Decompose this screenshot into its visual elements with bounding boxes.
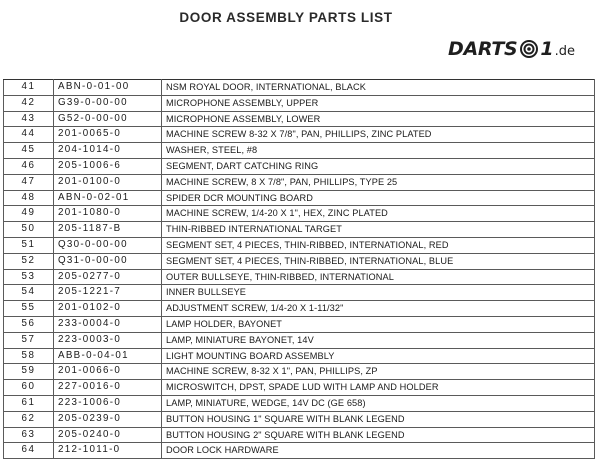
item-number-cell: 55 (4, 301, 54, 317)
part-number-cell: 205-0239-0 (54, 411, 162, 427)
part-number-cell: ABB-0-04-01 (54, 348, 162, 364)
table-row (4, 285, 595, 301)
parts-table-body (4, 80, 595, 459)
table-row (4, 95, 595, 111)
table-row (4, 158, 595, 174)
description-cell: SPIDER DCR MOUNTING BOARD (162, 190, 595, 206)
description-cell: MICROPHONE ASSEMBLY, LOWER (162, 111, 595, 127)
item-number-cell: 44 (4, 127, 54, 143)
table-row (4, 443, 595, 459)
part-number-cell: 205-1221-7 (54, 285, 162, 301)
description-cell: MACHINE SCREW, 8-32 X 1", PAN, PHILLIPS, ZP (162, 364, 595, 380)
table-row (4, 111, 595, 127)
part-number-cell: G52-0-00-00 (54, 111, 162, 127)
item-number-cell: 56 (4, 316, 54, 332)
part-number-cell: 201-0100-0 (54, 174, 162, 190)
table-row (4, 316, 595, 332)
parts-table (3, 79, 595, 459)
description-cell: MACHINE SCREW, 1/4-20 X 1", HEX, ZINC PLATED (162, 206, 595, 222)
part-number-cell: 223-0003-0 (54, 332, 162, 348)
item-number-cell: 52 (4, 253, 54, 269)
item-number-cell: 60 (4, 380, 54, 396)
part-number-cell: ABN-0-02-01 (54, 190, 162, 206)
part-number-cell: 205-1006-6 (54, 158, 162, 174)
description-cell: NSM ROYAL DOOR, INTERNATIONAL, BLACK (162, 80, 595, 96)
item-number-cell: 43 (4, 111, 54, 127)
item-number-cell: 54 (4, 285, 54, 301)
logo-word: DARTS (448, 38, 518, 60)
part-number-cell: 233-0004-0 (54, 316, 162, 332)
description-cell: LAMP HOLDER, BAYONET (162, 316, 595, 332)
logo-tld: .de (554, 43, 576, 59)
table-row (4, 206, 595, 222)
item-number-cell: 58 (4, 348, 54, 364)
item-number-cell: 64 (4, 443, 54, 459)
item-number-cell: 42 (4, 95, 54, 111)
description-cell: MICROPHONE ASSEMBLY, UPPER (162, 95, 595, 111)
part-number-cell: 205-0240-0 (54, 427, 162, 443)
description-cell: LAMP, MINIATURE BAYONET, 14V (162, 332, 595, 348)
table-row (4, 222, 595, 238)
table-row (4, 427, 595, 443)
table-row (4, 332, 595, 348)
page-title: DOOR ASSEMBLY PARTS LIST (179, 10, 393, 25)
dartboard-icon (519, 39, 539, 59)
item-number-cell: 45 (4, 143, 54, 159)
darts1-logo (448, 37, 575, 61)
description-cell: BUTTON HOUSING 1" SQUARE WITH BLANK LEGEND (162, 411, 595, 427)
table-row (4, 269, 595, 285)
item-number-cell: 50 (4, 222, 54, 238)
item-number-cell: 49 (4, 206, 54, 222)
item-number-cell: 46 (4, 158, 54, 174)
description-cell: OUTER BULLSEYE, THIN-RIBBED, INTERNATIONAL (162, 269, 595, 285)
description-cell: LIGHT MOUNTING BOARD ASSEMBLY (162, 348, 595, 364)
part-number-cell: 227-0016-0 (54, 380, 162, 396)
description-cell: THIN-RIBBED INTERNATIONAL TARGET (162, 222, 595, 238)
table-row (4, 411, 595, 427)
description-cell: SEGMENT, DART CATCHING RING (162, 158, 595, 174)
part-number-cell: 201-1080-0 (54, 206, 162, 222)
description-cell: INNER BULLSEYE (162, 285, 595, 301)
part-number-cell: 205-1187-B (54, 222, 162, 238)
table-row (4, 80, 595, 96)
description-cell: MACHINE SCREW 8-32 X 7/8", PAN, PHILLIPS, ZINC PLATED (162, 127, 595, 143)
description-cell: SEGMENT SET, 4 PIECES, THIN-RIBBED, INTERNATIONAL, RED (162, 237, 595, 253)
table-row (4, 380, 595, 396)
part-number-cell: 204-1014-0 (54, 143, 162, 159)
part-number-cell: Q31-0-00-00 (54, 253, 162, 269)
description-cell: SEGMENT SET, 4 PIECES, THIN-RIBBED, INTERNATIONAL, BLUE (162, 253, 595, 269)
item-number-cell: 61 (4, 395, 54, 411)
item-number-cell: 48 (4, 190, 54, 206)
table-row (4, 127, 595, 143)
table-row (4, 237, 595, 253)
part-number-cell: 201-0066-0 (54, 364, 162, 380)
table-row (4, 174, 595, 190)
part-number-cell: G39-0-00-00 (54, 95, 162, 111)
item-number-cell: 47 (4, 174, 54, 190)
part-number-cell: 212-1011-0 (54, 443, 162, 459)
item-number-cell: 41 (4, 80, 54, 96)
logo-digit: 1 (540, 38, 554, 60)
table-row (4, 364, 595, 380)
description-cell: DOOR LOCK HARDWARE (162, 443, 595, 459)
description-cell: ADJUSTMENT SCREW, 1/4-20 X 1-11/32" (162, 301, 595, 317)
item-number-cell: 62 (4, 411, 54, 427)
description-cell: LAMP, MINIATURE, WEDGE, 14V DC (GE 658) (162, 395, 595, 411)
part-number-cell: 201-0065-0 (54, 127, 162, 143)
item-number-cell: 53 (4, 269, 54, 285)
item-number-cell: 63 (4, 427, 54, 443)
description-cell: BUTTON HOUSING 2" SQUARE WITH BLANK LEGEND (162, 427, 595, 443)
table-row (4, 301, 595, 317)
part-number-cell: 205-0277-0 (54, 269, 162, 285)
item-number-cell: 51 (4, 237, 54, 253)
table-row (4, 143, 595, 159)
table-row (4, 348, 595, 364)
table-row (4, 190, 595, 206)
table-row (4, 253, 595, 269)
description-cell: WASHER, STEEL, #8 (162, 143, 595, 159)
item-number-cell: 59 (4, 364, 54, 380)
part-number-cell: ABN-0-01-00 (54, 80, 162, 96)
part-number-cell: 201-0102-0 (54, 301, 162, 317)
description-cell: MICROSWITCH, DPST, SPADE LUD WITH LAMP AND HOLDER (162, 380, 595, 396)
description-cell: MACHINE SCREW, 8 X 7/8", PAN, PHILLIPS, TYPE 25 (162, 174, 595, 190)
table-row (4, 395, 595, 411)
part-number-cell: Q30-0-00-00 (54, 237, 162, 253)
item-number-cell: 57 (4, 332, 54, 348)
part-number-cell: 223-1006-0 (54, 395, 162, 411)
